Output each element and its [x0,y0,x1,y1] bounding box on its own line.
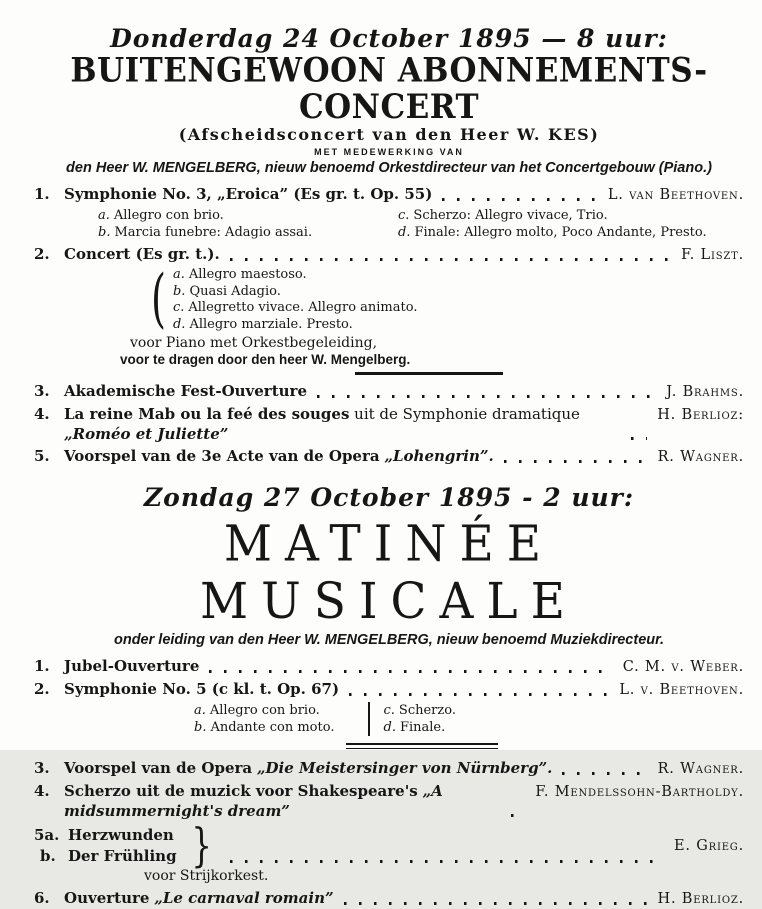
movement-label: d. [172,316,186,332]
composer-name: F. Liszt. [681,247,744,264]
movement-label: a. [194,703,206,719]
dot-leader [209,670,612,673]
item-title-main: La reine Mab ou la feé des souges [64,405,350,424]
dot-leader [631,437,647,440]
item-title-main: Voorspel van de Opera [64,759,253,778]
program-item-3 [34,758,744,779]
composer-name: R. Wagner. [657,449,744,466]
item-title-work: „Roméo et Juliette” [64,425,229,444]
movement-text: Scherzo. [398,703,456,719]
composer-name: H. Berlioz. [657,891,744,908]
item-title-work: „Le carnaval romain” [154,889,334,908]
item-title-main: Der Frühling [68,847,177,866]
item-title-main: Voorspel van de 3e Acte van de Opera [64,447,380,466]
item-number: 4. [34,405,50,424]
item-number: 4. [34,782,50,801]
dot-leader [504,460,648,463]
movement-text: Allegro marziale. Presto. [189,316,353,332]
item-number: 5a. [34,826,60,845]
item-number: 1. [34,185,50,204]
item-number: 1. [34,657,50,676]
item-number: b. [40,847,56,866]
movement [384,719,456,736]
movement [173,317,418,334]
symphony3-movements [98,207,744,241]
concert1-dateline: Donderdag 24 October 1895 — 8 uur: [110,24,668,53]
movement-label: b. [98,225,111,241]
movement-label: b. [194,720,207,736]
concert1-subtitle: (Afscheidsconcert van den Heer W. KES) [178,125,600,145]
grieg-line-b [34,846,177,867]
item-number: 5. [34,447,50,466]
movement [173,284,418,301]
movements-column-right [398,207,707,241]
movement-text: Scherzo: Allegro vivace, Trio. [413,208,608,224]
right-brace-glyph: } [190,818,212,873]
concert2-conductor-line: onder leiding van den Heer W. MENGELBERG, nieuw benoemd Muziekdirecteur. [113,632,664,649]
dot-leader [349,693,609,696]
movement [398,224,707,241]
item-number: 6. [34,889,50,908]
program-item-1 [34,656,744,677]
concerto-note-1: voor Piano met Orkestbegeleiding, [130,335,378,352]
dot-leader [562,772,647,775]
item-title [64,381,307,401]
composer-name: F. Mendelssohn-Bartholdy. [535,784,744,801]
concert1-title: BUITENGEWOON ABONNEMENTS-CONCERT [70,51,708,127]
item-title [64,184,432,204]
item-title [64,758,552,778]
movements-column-right [384,702,456,736]
item-title [64,244,220,264]
dot-leader [344,902,648,905]
movement [398,207,707,224]
concert1-section [34,24,744,467]
item-title-main: Scherzo uit de muzick voor Shakespeare's [64,782,418,801]
program-item-5 [34,446,744,467]
item-title [64,446,494,466]
composer-name: R. Wagner. [657,761,744,778]
item-title-work: „Die Meistersinger von Nürnberg”. [256,759,553,778]
item-title [64,404,621,444]
movement-text: Allegretto vivace. Allegro animato. [188,300,418,316]
movement-text: Finale. [399,720,446,736]
item-title-main: Concert (Es gr. t.). [64,245,220,264]
movement-text: Allegro con brio. [209,703,320,719]
concerto-note-2: voor te dragen door den heer W. Mengelberg. [120,352,411,368]
movement-label: d. [383,720,396,736]
grieg-titles [34,825,177,867]
movement-label: a. [98,208,110,224]
movement-label: a. [172,267,185,283]
composer-name: L. v. Beethoven. [619,682,744,699]
item-title-main: Akademische Fest-Ouverture [64,382,307,401]
composer-name: J. Brahms. [666,384,744,401]
item-title [64,656,199,676]
dot-leader [317,395,656,398]
movement [194,702,354,719]
movements-column-left [98,207,398,241]
movement-text: Allegro maestoso. [188,267,307,283]
item-title-main: Symphonie No. 5 (c kl. t. Op. 67) [64,680,340,699]
movement [173,300,418,317]
composer-name: L. van Beethoven. [607,187,744,204]
program-item-3 [34,381,744,402]
movement [194,719,354,736]
item-number: 2. [34,680,50,699]
dot-leader [230,258,671,261]
concert2-title: MATINÉE MUSICALE [200,515,578,631]
item-title-main: Ouverture [64,889,150,908]
movement [173,267,418,284]
item-title [64,781,501,821]
dot-leader [230,860,664,863]
item-title [64,888,334,908]
movement-label: c. [383,703,395,719]
item-title-work: „Lohengrin”. [384,447,494,466]
grieg-note: voor Strijkorkest. [144,868,269,885]
movement-text: Quasi Adagio. [189,283,281,299]
movement [98,207,398,224]
item-title-work: „A midsummernight's dream” [64,782,449,821]
item-title-main: Symphonie No. 3, „Eroica” (Es gr. t. Op. 55) [64,185,433,204]
composer-name: C. M. v. Weber. [622,659,744,676]
movement-label: c. [172,300,185,316]
item-number: 3. [34,759,50,778]
item-title-main: Jubel-Ouverture [64,657,200,676]
program-item-2 [34,679,744,700]
movement-text: Allegro con brio. [113,208,224,224]
program-item-6 [34,888,744,909]
movement-label: d. [398,225,411,241]
concert2-section [34,483,744,909]
movement [384,702,456,719]
program-item-4 [34,781,744,821]
concerto-movements-group [146,262,744,337]
divider-double-rule [346,743,498,749]
movement-label: c. [398,208,410,224]
left-brace-glyph: ( [150,262,166,337]
concert1-cooperation-line: MET MEDEWERKING VAN [314,147,464,158]
concert2-dateline: Zondag 27 October 1895 - 2 uur: [143,483,635,513]
divider-rule [355,372,503,375]
movements-column-left [194,702,354,736]
item-title [64,679,339,699]
dot-leader [442,198,598,201]
movement-text: Andante con moto. [210,720,335,736]
program-item-1 [34,184,744,205]
item-title-plain: uit de Symphonie dramatique [349,405,585,424]
composer-name: E. Grieg. [674,837,744,854]
movement-label: b. [172,283,186,299]
grieg-line-a [34,825,177,846]
composer-name: H. Berlioz: [657,407,744,424]
program-item-2 [34,244,744,265]
movement-text: Marcia funebre: Adagio assai. [114,225,313,241]
movement [98,224,398,241]
item-number: 3. [34,382,50,401]
concert1-conductor-line: den Heer W. MENGELBERG, nieuw benoemd Orkestdirecteur van het Concertgebouw (Piano.) [66,160,712,177]
column-divider [368,702,370,736]
item-title-main: Herzwunden [68,826,174,845]
item-number: 2. [34,245,50,264]
program-item-5-group [34,818,744,873]
program-item-4 [34,404,744,444]
dot-leader [511,814,525,817]
symphony5-movements [194,702,744,736]
movement-text: Finale: Allegro molto, Poco Andante, Presto. [414,225,707,241]
concerto-movements [173,267,418,333]
